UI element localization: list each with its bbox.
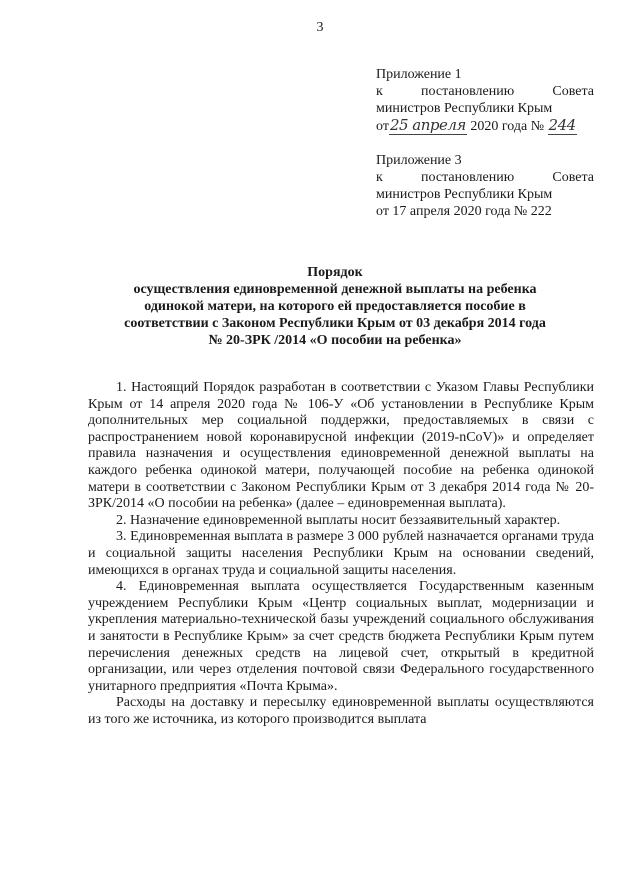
appendix-1-title: Приложение 1 — [376, 67, 462, 82]
appendix-3-title: Приложение 3 — [376, 153, 462, 168]
title-line-1: Порядок — [307, 265, 363, 280]
appendix-3-word-resolution: постановлению — [421, 170, 515, 185]
title-line-5: № 20-ЗРК /2014 «О пособии на ребенка» — [208, 333, 462, 348]
title-line-3: одинокой матери, на которого ей предоставляется пособие в — [144, 299, 526, 314]
title-line-4: соответствии с Законом Республики Крым от 03 декабря 2014 года — [124, 316, 546, 331]
document-title — [80, 264, 590, 349]
page-number: 3 — [316, 20, 324, 35]
appendix-3-line3: министров Республики Крым — [376, 187, 553, 202]
appendix-1-prefix: от — [376, 119, 389, 134]
appendix-3-block — [376, 152, 594, 220]
appendix-3-word-k: к — [376, 170, 383, 185]
appendix-3-line4: от 17 апреля 2020 года № 222 — [376, 204, 552, 219]
handwritten-date: 25 апреля — [389, 116, 466, 134]
paragraph-5: Расходы на доставку и пересылку единовременной выплаты осуществляются из того же источника, из которого производится выплата — [88, 695, 594, 727]
appendix-1-word-resolution: постановлению — [421, 84, 515, 99]
appendix-1-word-k: к — [376, 84, 383, 99]
appendix-1-date-line — [376, 117, 594, 135]
appendix-1-block — [376, 66, 594, 135]
paragraph-1: 1. Настоящий Порядок разработан в соответствии с Указом Главы Республики Крым от 14 апреля 2020 года № 106-У «Об установлении в Республике Крым дополнительных мер социальной поддержки, предоставляемых в связи с распространением новой коронавирусной инфекции (2019-nCoV)» и определяет правила назначения и осуществления единовременной денежной выплаты на каждого ребенка одинокой матери, получающей пособие на ребенка одинокой матери в соответствии с Законом Республики Крым от 3 декабря 2014 года № 20-ЗРК/2014 «О пособии на ребенка» (далее – единовременная выплата). — [88, 380, 594, 512]
appendix-3-word-council: Совета — [552, 170, 594, 185]
appendix-1-line2 — [376, 83, 594, 100]
document-body — [88, 380, 594, 728]
paragraph-4: 4. Единовременная выплата осуществляется Государственным казенным учреждением Республики Крым «Центр социальных выплат, модернизации и укрепления материально-технической базы учреждений социального обслуживания и занятости в Республике Крым» за счет средств бюджета Республики Крым путем перечисления денежных средств на лицевой счет, открытый в кредитной организации, или через отделения почтовой связи Федерального государственного унитарного предприятия «Почта Крыма». — [88, 579, 594, 694]
appendix-1-number-sign: № — [530, 119, 545, 134]
appendix-1-word-council: Совета — [552, 84, 594, 99]
paragraph-3: 3. Единовременная выплата в размере 3 000 рублей назначается органами труда и социальной защиты населения Республики Крым на основании сведений, имеющихся в органах труда и социальной защиты населения. — [88, 529, 594, 578]
title-line-2: осуществления единовременной денежной выплаты на ребенка — [133, 282, 537, 297]
appendix-3-line2 — [376, 169, 594, 186]
appendix-1-line3: министров Республики Крым — [376, 101, 553, 116]
handwritten-number: 244 — [548, 116, 576, 134]
paragraph-2: 2. Назначение единовременной выплаты носит беззаявительный характер. — [116, 512, 561, 528]
appendix-1-year: 2020 года — [470, 119, 528, 134]
